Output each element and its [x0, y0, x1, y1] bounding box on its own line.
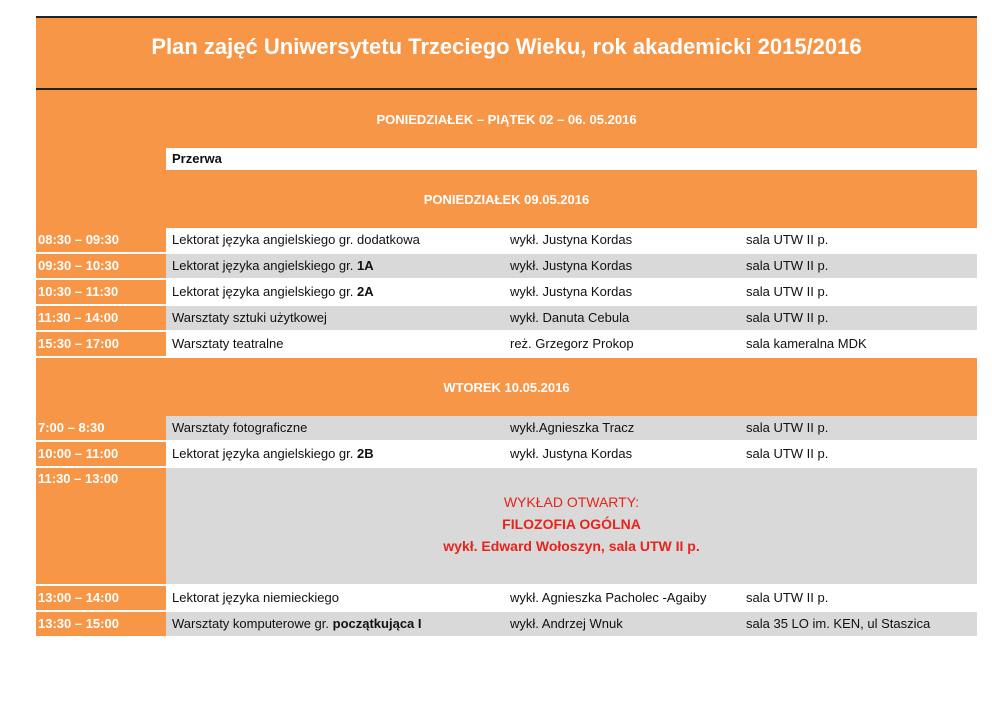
subject-cell: Lektorat języka angielskiego gr. 2A [172, 284, 374, 299]
room-cell: sala kameralna MDK [746, 336, 867, 351]
time-cell: 15:30 – 17:00 [36, 332, 168, 356]
room-cell: sala UTW II p. [746, 284, 829, 299]
time-cell: 08:30 – 09:30 [36, 228, 168, 252]
teacher-cell: wykł. Danuta Cebula [510, 310, 630, 325]
schedule-row [36, 442, 977, 466]
time-cell: 10:00 – 11:00 [36, 442, 168, 466]
schedule-row [36, 612, 977, 636]
teacher-cell: wykł. Agnieszka Pacholec -Agaiby [510, 590, 707, 605]
time-cell: 09:30 – 10:30 [36, 254, 168, 278]
day-header-row-tuesday [36, 358, 977, 416]
schedule-row [36, 332, 977, 356]
lecture-title: FILOZOFIA OGÓLNA [502, 516, 641, 532]
lecture-label: WYKŁAD OTWARTY: [503, 494, 640, 510]
period-header: PONIEDZIAŁEK – PIĄTEK 02 – 06. 05.2016 [376, 112, 637, 127]
subject-cell: Warsztaty komputerowe gr. początkująca I [172, 616, 422, 631]
schedule-row [36, 280, 977, 304]
time-cell: 11:30 – 13:00 [36, 468, 168, 584]
subject-cell: Warsztaty sztuki użytkowej [172, 310, 327, 325]
subject-cell: Warsztaty fotograficzne [172, 420, 308, 435]
lecture-details: wykł. Edward Wołoszyn, sala UTW II p. [443, 538, 700, 554]
page-title: Plan zajęć Uniwersytetu Trzeciego Wieku, rok akademicki 2015/2016 [151, 34, 862, 59]
teacher-cell: wykł. Justyna Kordas [510, 258, 633, 273]
time-cell: 7:00 – 8:30 [36, 416, 168, 440]
teacher-cell: reż. Grzegorz Prokop [510, 336, 634, 351]
day-header: PONIEDZIAŁEK 09.05.2016 [423, 192, 590, 207]
room-cell: sala UTW II p. [746, 258, 829, 273]
room-cell: sala UTW II p. [746, 232, 829, 247]
schedule-row [36, 586, 977, 610]
teacher-cell: wykł. Justyna Kordas [510, 284, 633, 299]
subject-cell: Lektorat języka niemieckiego [172, 590, 339, 605]
period-header-row [36, 90, 977, 148]
teacher-cell: wykł.Agnieszka Tracz [510, 420, 635, 435]
room-cell: sala UTW II p. [746, 446, 829, 461]
schedule-row [36, 306, 977, 330]
time-cell: 11:30 – 14:00 [36, 306, 168, 330]
break-label: Przerwa [172, 151, 222, 166]
teacher-cell: wykł. Andrzej Wnuk [510, 616, 623, 631]
room-cell: sala UTW II p. [746, 590, 829, 605]
time-cell: 13:30 – 15:00 [36, 612, 168, 636]
subject-cell: Lektorat języka angielskiego gr. 1A [172, 258, 374, 273]
teacher-cell: wykł. Justyna Kordas [510, 232, 633, 247]
open-lecture-cell [166, 468, 977, 584]
day-header-row-monday [36, 170, 977, 228]
time-cell-empty [36, 148, 166, 170]
open-lecture-row [36, 468, 977, 584]
subject-cell: Lektorat języka angielskiego gr. 2B [172, 446, 374, 461]
title-bar [36, 16, 977, 90]
schedule-sheet [36, 16, 977, 638]
schedule-row [36, 416, 977, 440]
break-row [36, 148, 977, 170]
time-cell: 13:00 – 14:00 [36, 586, 168, 610]
room-cell: sala 35 LO im. KEN, ul Staszica [746, 616, 931, 631]
room-cell: sala UTW II p. [746, 310, 829, 325]
subject-cell: Warsztaty teatralne [172, 336, 284, 351]
teacher-cell: wykł. Justyna Kordas [510, 446, 633, 461]
schedule-row [36, 228, 977, 252]
day-header: WTOREK 10.05.2016 [443, 380, 570, 395]
schedule-row [36, 254, 977, 278]
subject-cell: Lektorat języka angielskiego gr. dodatkowa [172, 232, 420, 247]
time-cell: 10:30 – 11:30 [36, 280, 168, 304]
room-cell: sala UTW II p. [746, 420, 829, 435]
